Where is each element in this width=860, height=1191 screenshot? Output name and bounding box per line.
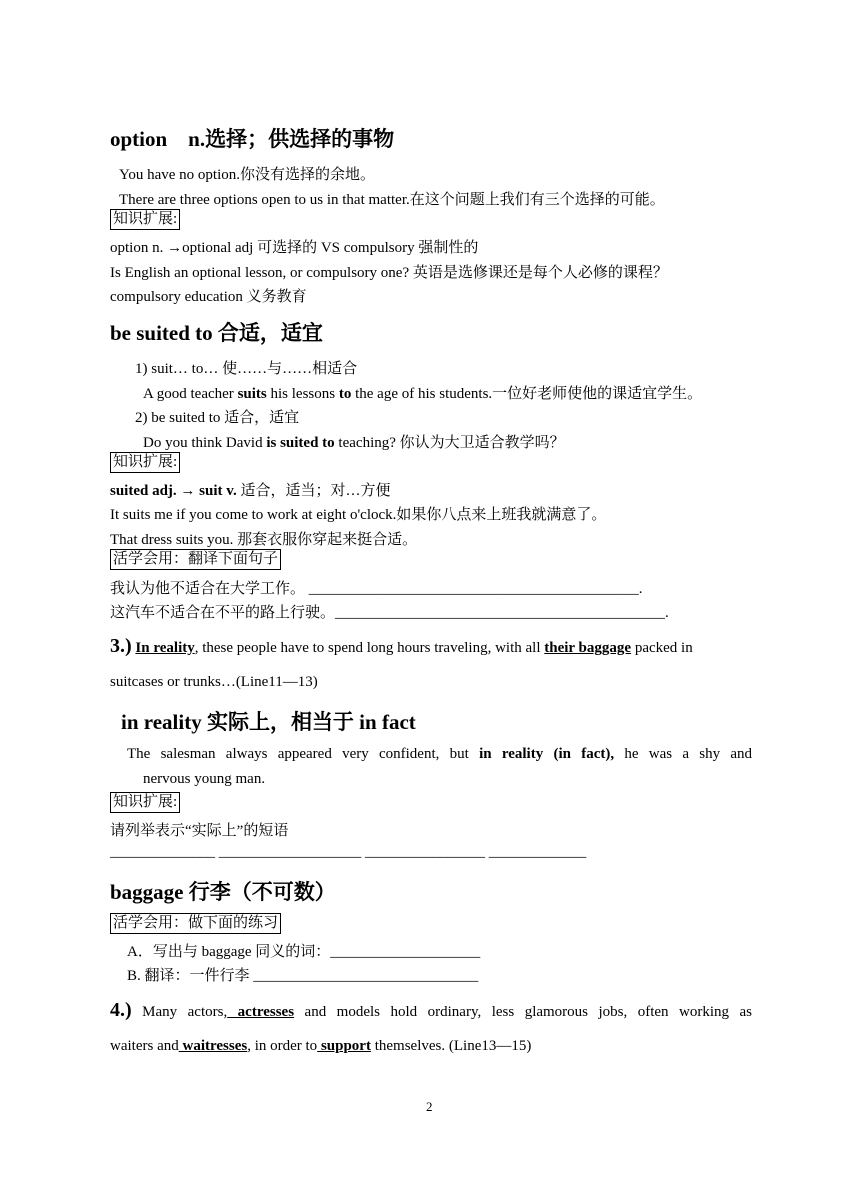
- translate-item-1: 我认为他不适合在大学工作。 ____________________________________________.: [110, 581, 643, 597]
- reality-question: 请列举表示“实际上”的短语: [110, 823, 289, 839]
- heading-baggage: baggage 行李（不可数）: [110, 880, 336, 904]
- practice-box-label: 活学会用：翻译下面句子: [110, 549, 281, 570]
- suited-extension-2: It suits me if you come to work at eight o'clock.如果你八点来上班我就满意了。: [110, 507, 607, 523]
- sentence-3: 3.) In reality, these people have to spend long hours traveling, with all their baggage packed in: [110, 635, 693, 657]
- page-number: 2: [426, 1099, 433, 1114]
- suited-example-2: Do you think David is suited to teaching? 你认为大卫适合教学吗？: [143, 435, 565, 451]
- reality-example-line-2: nervous young man.: [143, 771, 266, 787]
- option-extension-1: option n. →optional adj 可选择的 VS compulsory 强制性的: [110, 240, 479, 256]
- heading-in-reality: in reality 实际上，相当于 in fact: [121, 710, 416, 734]
- suited-point-2: 2) be suited to 适合，适宜: [135, 410, 300, 426]
- baggage-exercise-b: B. 翻译：一件行李 ______________________________: [127, 968, 479, 984]
- suited-point-1: 1) suit… to… 使……与……相适合: [135, 361, 358, 377]
- sentence-4: 4.) Many actors, actresses and models hold ordinary, less glamorous jobs, often working as: [110, 999, 753, 1021]
- heading-option: option n.选择；供选择的事物: [110, 127, 395, 151]
- baggage-exercise-a: A．写出与 baggage 同义的词：____________________: [127, 944, 481, 960]
- sentence-3-line-2: suitcases or trunks…(Line11—13): [110, 674, 318, 690]
- option-example-2: There are three options open to us in that matter.在这个问题上我们有三个选择的可能。: [119, 192, 665, 208]
- suited-extension-3: That dress suits you. 那套衣服你穿起来挺合适。: [110, 532, 418, 548]
- option-extension-3: compulsory education 义务教育: [110, 289, 307, 305]
- knowledge-box-label: 知识扩展:: [110, 452, 180, 473]
- reality-answer-blanks: ______________ ___________________ ________________ _____________: [110, 844, 587, 860]
- heading-be-suited-to: be suited to 合适，适宜: [110, 321, 323, 345]
- practice-box-label: 活学会用：做下面的练习: [110, 913, 281, 934]
- option-example-1: You have no option.你没有选择的余地。: [119, 167, 375, 183]
- sentence-4-line-2: waiters and waitresses, in order to support themselves. (Line13—15): [110, 1038, 532, 1054]
- knowledge-box-label: 知识扩展:: [110, 792, 180, 813]
- reality-example: The salesman always appeared very confident, but in reality (in fact), he was a shy and: [127, 746, 752, 762]
- suited-example-1: A good teacher suits his lessons to the age of his students.一位好老师使他的课适宜学生。: [143, 386, 703, 402]
- knowledge-box-label: 知识扩展:: [110, 209, 180, 230]
- translate-item-2: 这汽车不适合在不平的路上行驶。____________________________________________.: [110, 605, 669, 621]
- suited-extension-1: suited adj. → suit v. 适合，适当；对…方便: [110, 483, 391, 499]
- option-extension-2: Is English an optional lesson, or compulsory one? 英语是选修课还是每个人必修的课程？: [110, 265, 668, 281]
